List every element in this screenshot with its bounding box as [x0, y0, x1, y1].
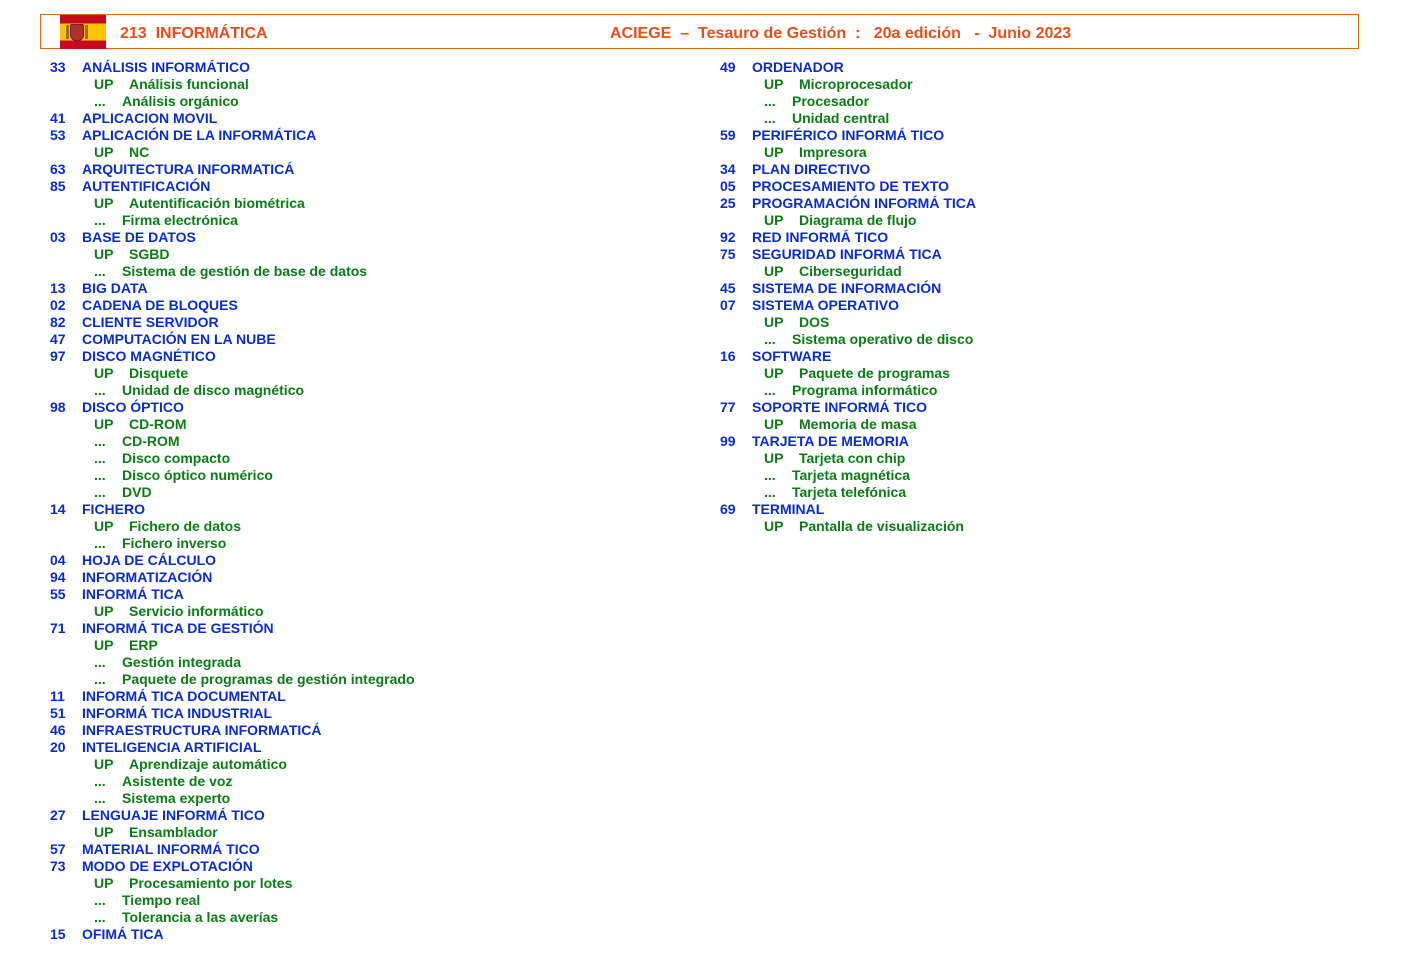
relation-marker: ...	[94, 892, 106, 908]
term-label: INFORMÁ TICA DE GESTIÓN	[82, 620, 274, 636]
term-number: 75	[720, 246, 736, 262]
relation-marker: UP	[764, 212, 784, 228]
relation-marker: UP	[764, 416, 784, 432]
relation-marker: ...	[764, 93, 776, 109]
related-term-label: Sistema de gestión de base de datos	[122, 263, 368, 279]
relation-marker: ...	[94, 773, 106, 789]
term-number: 69	[720, 501, 736, 517]
related-term-label: Análisis orgánico	[122, 93, 239, 109]
related-term-label: Sistema operativo de disco	[792, 331, 974, 347]
term-label: SISTEMA DE INFORMACIÓN	[752, 280, 942, 296]
term-number: 20	[50, 739, 66, 755]
relation-marker: UP	[94, 756, 114, 772]
relation-marker: UP	[764, 144, 784, 160]
related-term-label: Procesamiento por lotes	[129, 875, 293, 891]
term-number: 97	[50, 348, 66, 364]
page-header	[40, 14, 1359, 49]
relation-marker: UP	[764, 450, 784, 466]
relation-marker: UP	[94, 875, 114, 891]
relation-marker: UP	[94, 76, 114, 92]
related-term-label: ERP	[129, 637, 158, 653]
term-label: INFRAESTRUCTURA INFORMATICÁ	[82, 722, 322, 738]
term-number: 77	[720, 399, 736, 415]
term-label: SISTEMA OPERATIVO	[752, 297, 900, 313]
term-number: 15	[50, 926, 66, 942]
term-label: SOFTWARE	[752, 348, 832, 364]
relation-marker: ...	[94, 671, 106, 687]
related-term-label: Disco compacto	[122, 450, 231, 466]
term-label: PROGRAMACIÓN INFORMÁ TICA	[752, 195, 976, 211]
term-label: ANÁLISIS INFORMÁTICO	[82, 59, 250, 75]
related-term-label: Fichero inverso	[122, 535, 227, 551]
flag-pillar-right	[85, 25, 88, 39]
related-term-label: Procesador	[792, 93, 870, 109]
related-term-label: Disco óptico numérico	[122, 467, 273, 483]
term-label: TERMINAL	[752, 501, 825, 517]
relation-marker: ...	[94, 263, 106, 279]
related-term-label: Disquete	[129, 365, 189, 381]
term-label: LENGUAJE INFORMÁ TICO	[82, 807, 265, 823]
related-term-label: Servicio informático	[129, 603, 264, 619]
term-number: 47	[50, 331, 66, 347]
term-label: PLAN DIRECTIVO	[752, 161, 871, 177]
term-number: 55	[50, 586, 66, 602]
related-term-label: NC	[129, 144, 150, 160]
term-number: 02	[50, 297, 66, 313]
term-number: 63	[50, 161, 66, 177]
term-number: 71	[50, 620, 66, 636]
term-label: BASE DE DATOS	[82, 229, 196, 245]
term-number: 16	[720, 348, 736, 364]
term-number: 51	[50, 705, 66, 721]
related-term-label: Microprocesador	[799, 76, 913, 92]
term-label: SOPORTE INFORMÁ TICO	[752, 399, 927, 415]
term-label: ARQUITECTURA INFORMATICÁ	[82, 161, 295, 177]
term-label: HOJA DE CÁLCULO	[82, 552, 217, 568]
term-label: APLICACIÓN DE LA INFORMÁTICA	[82, 127, 317, 143]
related-term-label: Ensamblador	[129, 824, 218, 840]
term-number: 25	[720, 195, 736, 211]
flag-pillar-left	[66, 25, 69, 39]
relation-marker: UP	[764, 263, 784, 279]
term-number: 98	[50, 399, 66, 415]
term-number: 04	[50, 552, 66, 568]
relation-marker: UP	[764, 314, 784, 330]
term-label: DISCO ÓPTICO	[82, 399, 184, 415]
term-label: FICHERO	[82, 501, 145, 517]
term-label: DISCO MAGNÉTICO	[82, 348, 216, 364]
term-label: AUTENTIFICACIÓN	[82, 178, 211, 194]
term-label: CLIENTE SERVIDOR	[82, 314, 219, 330]
term-label: INFORMÁ TICA DOCUMENTAL	[82, 688, 286, 704]
related-term-label: Autentificación biométrica	[129, 195, 305, 211]
relation-marker: UP	[764, 518, 784, 534]
related-term-label: Unidad de disco magnético	[122, 382, 305, 398]
relation-marker: ...	[94, 790, 106, 806]
term-number: 82	[50, 314, 66, 330]
term-number: 41	[50, 110, 66, 126]
related-term-label: Asistente de voz	[122, 773, 233, 789]
related-term-label: Tarjeta telefónica	[792, 484, 907, 500]
term-number: 49	[720, 59, 736, 75]
term-label: OFIMÁ TICA	[82, 926, 164, 942]
related-term-label: Análisis funcional	[129, 76, 249, 92]
related-term-label: Sistema experto	[122, 790, 231, 806]
related-term-label: Diagrama de flujo	[799, 212, 917, 228]
relation-marker: UP	[764, 365, 784, 381]
relation-marker: ...	[764, 382, 776, 398]
relation-marker: UP	[94, 824, 114, 840]
related-term-label: Gestión integrada	[122, 654, 242, 670]
term-label: INFORMATIZACIÓN	[82, 569, 213, 585]
relation-marker: UP	[94, 603, 114, 619]
related-term-label: Unidad central	[792, 110, 890, 126]
relation-marker: ...	[94, 450, 106, 466]
term-number: 85	[50, 178, 66, 194]
term-number: 53	[50, 127, 66, 143]
related-term-label: Paquete de programas	[799, 365, 950, 381]
term-number: 03	[50, 229, 66, 245]
relation-marker: UP	[94, 144, 114, 160]
term-label: MATERIAL INFORMÁ TICO	[82, 841, 260, 857]
relation-marker: ...	[94, 467, 106, 483]
relation-marker: ...	[94, 382, 106, 398]
related-term-label: DVD	[122, 484, 152, 500]
spain-flag-icon	[60, 15, 106, 49]
relation-marker: ...	[764, 331, 776, 347]
term-number: 73	[50, 858, 66, 874]
related-term-label: SGBD	[129, 246, 170, 262]
term-label: PROCESAMIENTO DE TEXTO	[752, 178, 950, 194]
related-term-label: Ciberseguridad	[799, 263, 902, 279]
term-label: SEGURIDAD INFORMÁ TICA	[752, 246, 942, 262]
term-number: 34	[720, 161, 736, 177]
term-label: MODO DE EXPLOTACIÓN	[82, 858, 253, 874]
relation-marker: ...	[94, 433, 106, 449]
term-number: 27	[50, 807, 66, 823]
relation-marker: ...	[94, 212, 106, 228]
relation-marker: UP	[764, 76, 784, 92]
relation-marker: ...	[94, 654, 106, 670]
relation-marker: ...	[764, 110, 776, 126]
relation-marker: UP	[94, 195, 114, 211]
section-code-title: 213 INFORMÁTICA	[120, 25, 268, 42]
related-term-label: Memoria de masa	[799, 416, 917, 432]
related-term-label: Paquete de programas de gestión integrado	[122, 671, 415, 687]
related-term-label: Aprendizaje automático	[129, 756, 287, 772]
term-number: 11	[50, 688, 65, 704]
relation-marker: ...	[94, 909, 106, 925]
term-label: PERIFÉRICO INFORMÁ TICO	[752, 127, 945, 143]
term-number: 33	[50, 59, 66, 75]
related-term-label: Tarjeta magnética	[792, 467, 911, 483]
term-number: 05	[720, 178, 736, 194]
term-label: ORDENADOR	[752, 59, 844, 75]
relation-marker: UP	[94, 365, 114, 381]
term-number: 45	[720, 280, 736, 296]
term-label: BIG DATA	[82, 280, 148, 296]
term-number: 94	[50, 569, 66, 585]
term-number: 59	[720, 127, 736, 143]
related-term-label: DOS	[799, 314, 830, 330]
related-term-label: Programa informático	[792, 382, 938, 398]
related-term-label: CD-ROM	[129, 416, 187, 432]
related-term-label: Tolerancia a las averías	[122, 909, 279, 925]
term-number: 07	[720, 297, 736, 313]
term-label: CADENA DE BLOQUES	[82, 297, 238, 313]
term-number: 46	[50, 722, 66, 738]
term-number: 99	[720, 433, 736, 449]
relation-marker: UP	[94, 637, 114, 653]
term-number: 13	[50, 280, 66, 296]
relation-marker: UP	[94, 246, 114, 262]
related-term-label: Tarjeta con chip	[799, 450, 906, 466]
relation-marker: UP	[94, 416, 114, 432]
term-label: INTELIGENCIA ARTIFICIAL	[82, 739, 262, 755]
flag-crest	[70, 24, 84, 41]
related-term-label: Pantalla de visualización	[799, 518, 964, 534]
relation-marker: ...	[94, 93, 106, 109]
term-label: RED INFORMÁ TICO	[752, 229, 889, 245]
related-term-label: CD-ROM	[122, 433, 180, 449]
related-term-label: Fichero de datos	[129, 518, 242, 534]
term-number: 57	[50, 841, 66, 857]
thesaurus-title: ACIEGE – Tesauro de Gestión : 20a edición - Junio 2023	[610, 25, 1072, 42]
term-label: INFORMÁ TICA INDUSTRIAL	[82, 705, 273, 721]
relation-marker: ...	[764, 467, 776, 483]
relation-marker: ...	[94, 535, 106, 551]
term-number: 92	[720, 229, 736, 245]
term-label: INFORMÁ TICA	[82, 586, 184, 602]
relation-marker: ...	[94, 484, 106, 500]
related-term-label: Impresora	[799, 144, 867, 160]
relation-marker: UP	[94, 518, 114, 534]
term-label: TARJETA DE MEMORIA	[752, 433, 909, 449]
related-term-label: Firma electrónica	[122, 212, 238, 228]
related-term-label: Tiempo real	[122, 892, 201, 908]
relation-marker: ...	[764, 484, 776, 500]
term-label: COMPUTACIÓN EN LA NUBE	[82, 331, 276, 347]
term-number: 14	[50, 501, 66, 517]
term-label: APLICACION MOVIL	[82, 110, 218, 126]
